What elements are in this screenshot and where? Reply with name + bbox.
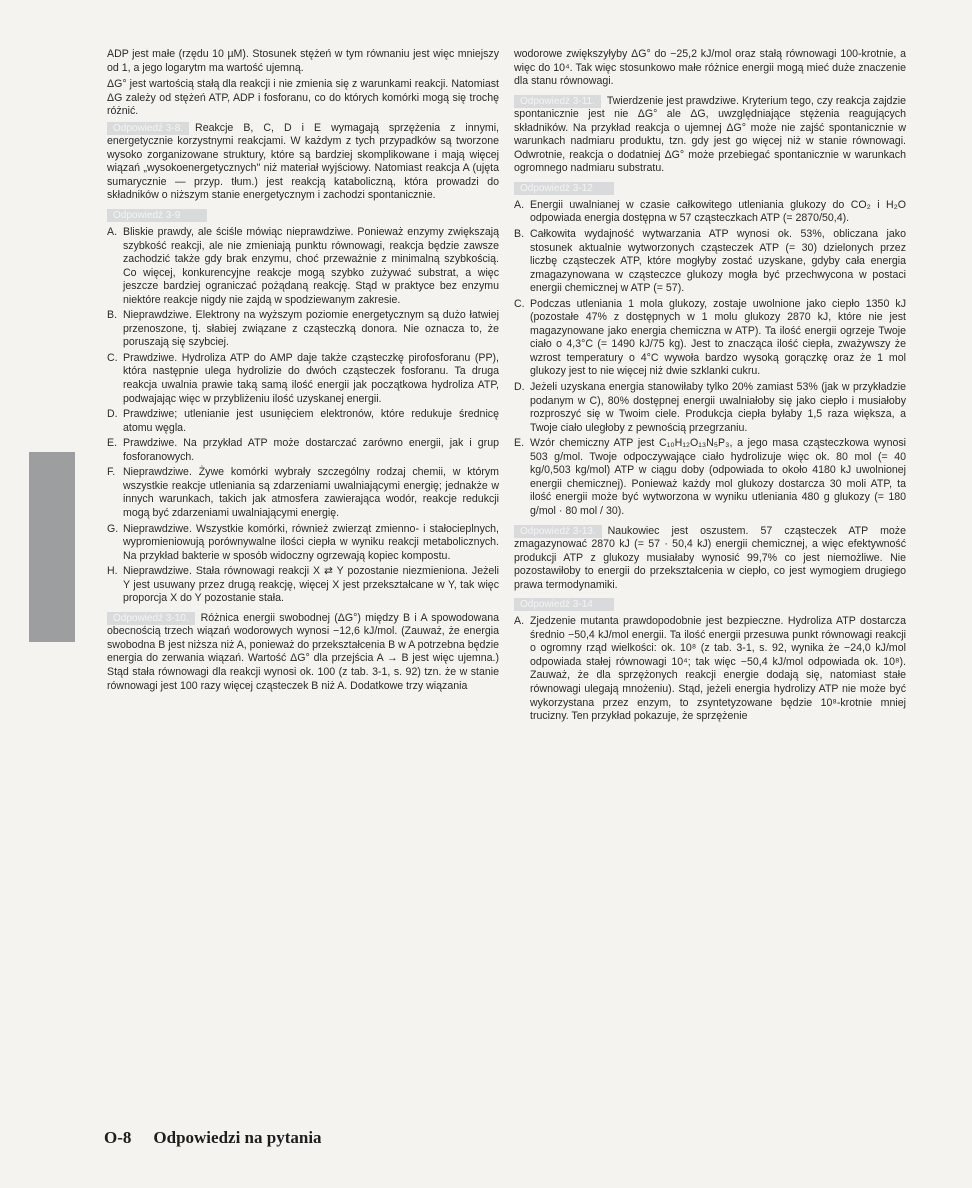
item-text: Podczas utleniania 1 mola glukozy, zostaje uwolnione jako ciepło 1350 kJ (pozostałe 47% z dostępnych w 1 molu glukozy 2870 kJ, które nie jest magazynowane jako energia chemiczna w ATP). Ta ilość energii ogrzeje Twoje ciało o 4,3°C (= 1490 kJ/75 kg). Jest to znacząca ilość ciepła, zważywszy że wzrost temperatury o 4°C wywoła bardzo wysoką gorączkę oraz że 1 mol glukozy jest to nie więcej niż dwie szklanki cukru.	[530, 297, 906, 378]
item-text: Wzór chemiczny ATP jest C₁₀H₁₂O₁₃N₅P₃, a jego masa cząsteczkowa wynosi 503 g/mol. Twoje odpoczywające ciało hydrolizuje więc ok. 80 mol (= 40 kg/0,503 kg/mol) ATP w ciągu doby (odpowiada to około 4180 kJ uwolnionej energii chemicznej). Ponieważ każdy mol glukozy dostarcza 30 moli ATP, ta ilość energii może być wytworzona w wyniku utleniania 480 g glukozy (= 180 g/mol · 80 mol / 30).	[530, 437, 906, 517]
list-item	[514, 437, 906, 518]
answer-3-14-tag: Odpowiedź 3-14	[514, 598, 614, 611]
answer-3-12-list	[514, 199, 906, 519]
left-column	[107, 48, 499, 696]
page-number: O-8	[104, 1128, 132, 1147]
chapter-thumb-tab	[29, 452, 75, 642]
item-text: Nieprawdziwe. Stała równowagi reakcji X ⇄ Y pozostanie niezmieniona. Jeżeli Y jest usuwany przez drugą reakcję, więcej X jest przekształcane w Y, tak więc proporcja X do Y pozostanie stała.	[123, 565, 499, 605]
item-text: Prawdziwe. Hydroliza ATP do AMP daje także cząsteczkę pirofosforanu (PP), która następnie ulega hydrolizie do dwóch cząsteczek fosforanu. Ta druga reakcja uwalnia prawie taką samą ilość energii jak początkowa hydroliza ATP, podwajając więc w przybliżeniu ilość uzyskanej energii.	[123, 351, 499, 405]
item-text: Jeżeli uzyskana energia stanowiłaby tylko 20% zamiast 53% (jak w przykładzie podanym w C), 80% dostępnej energii uwalniałoby się jako ciepło i musiałoby rozproszyć się w Twoim ciele. Produkcja ciepła byłaby 1,5 raza większa, a Twoje ciało uległoby z pewnością przegrzaniu.	[530, 381, 906, 434]
item-letter: F.	[107, 466, 116, 479]
item-letter: B.	[514, 228, 525, 241]
answer-3-10	[107, 612, 499, 693]
answer-3-12-tag: Odpowiedź 3-12	[514, 182, 614, 195]
answer-3-11	[514, 95, 906, 176]
item-text: Nieprawdziwe. Elektrony na wyższym poziomie energetycznym są dużo łatwiej przenoszone, tj. słabiej związane z cząsteczką donora. Nie oznacza to, że poruszają się szybciej.	[123, 309, 499, 349]
item-letter: E.	[107, 437, 118, 450]
list-item	[514, 615, 906, 723]
list-item	[107, 408, 499, 435]
right-column	[514, 48, 906, 726]
intro-paragraph-1: ADP jest małe (rzędu 10 µM). Stosunek stężeń w tym równaniu jest więc mniejszy od 1, a jego logarytm ma wartość ujemną.	[107, 48, 499, 74]
item-text: Nieprawdziwe. Wszystkie komórki, również zwierząt zmienno- i stałocieplnych, wypromieniowują porównywalne ilości ciepła w wyniku reakcji metabolicznych. Na przykład bakterie w sposób widoczny ogrzewają kopiec kompostu.	[123, 522, 499, 562]
answer-3-14-list	[514, 615, 906, 723]
list-item	[107, 523, 499, 564]
item-text: Prawdziwe. Na przykład ATP może dostarczać zarówno energii, jak i grup fosforanowych.	[123, 437, 499, 463]
answer-3-13	[514, 525, 906, 593]
list-item	[514, 199, 906, 226]
list-item	[107, 352, 499, 406]
item-letter: C.	[107, 351, 118, 364]
intro-paragraph-2: ΔG° jest wartością stałą dla reakcji i nie zmienia się z warunkami reakcji. Natomiast ΔG zależy od stężeń ATP, ADP i fosforanu, co do których komórki mogą się trochę różnić.	[107, 78, 499, 118]
answer-3-9-list	[107, 226, 499, 606]
item-letter: D.	[107, 408, 118, 421]
item-letter: A.	[107, 226, 118, 239]
item-letter: D.	[514, 381, 525, 394]
item-text: Bliskie prawdy, ale ściśle mówiąc nieprawdziwe. Ponieważ enzymy zwiększają szybkość reakcji, ale nie zmieniają punktu równowagi, reakcja będzie zawsze zachodzić także gdy brak enzymu, choć przeważnie z minimalną szybkością. Co więcej, konkurencyjne reakcje mogą szybko zużywać substrat, a więc jeszcze bardziej ograniczać pożądaną reakcję. Stąd w praktyce bez enzymu niektóre reakcje nigdy nie zajdą w spodziewanym zakresie.	[123, 226, 499, 306]
item-letter: G.	[107, 522, 119, 535]
item-letter: E.	[514, 437, 525, 450]
footer-title: Odpowiedzi na pytania	[153, 1128, 322, 1147]
list-item	[107, 309, 499, 350]
answer-3-11-tag: Odpowiedź 3-11.	[514, 95, 601, 108]
list-item	[514, 381, 906, 435]
answer-3-13-text: Naukowiec jest oszustem. 57 cząsteczek ATP może zmagazynować 2870 kJ (= 57 · 50,4 kJ) energii chemicznej, a więc efektywność produkcji ATP z glukozy musiałaby wynosić 99,7% co jest niemożliwe. Nie pozostawiłoby to energii do przekształcenia w ciepło, co jest wymogiem drugiego prawa termodynamiki.	[514, 524, 906, 591]
list-item	[107, 466, 499, 520]
answer-3-8-text: Reakcje B, C, D i E wymagają sprzężenia z innymi, energetycznie korzystnymi reakcjami. W każdym z tych przypadków są tworzone wysoko zorganizowane struktury, które są bardziej skomplikowane i mają więcej wiązań „wysokoenergetycznych" niż materiał wyjściowy. Natomiast reakcja A (ujęta sumarycznie — przyp. tłum.) jest reakcją kataboliczną, która prowadzi do składników o niższym stanie energetycznym i zachodzi spontanicznie.	[107, 121, 499, 202]
answer-3-13-tag: Odpowiedź 3-13.	[514, 525, 602, 538]
item-letter: B.	[107, 309, 118, 322]
list-item	[107, 565, 499, 606]
answer-3-11-text: Twierdzenie jest prawdziwe. Kryterium tego, czy reakcja zajdzie spontanicznie jest nie ΔG° ale ΔG, uwzględniające stężenia reagujących składników. Na przykład reakcja o ujemnej ΔG° może nie zajść spontanicznie w warunkach nadmiaru produktu, tzn. gdy jest go więcej niż w stanie równowagi. Odwrotnie, reakcja o dodatniej ΔG° może przebiegać spontanicznie w warunkach ogromnego nadmiaru substratu.	[514, 94, 906, 175]
list-item	[107, 437, 499, 464]
item-text: Nieprawdziwe. Żywe komórki wybrały szczególny rodzaj chemii, w którym wszystkie reakcje utleniania są zdarzeniami uwalniającymi energię; jednakże w innych warunkach, takich jak atmosfera zawierająca wodór, reakcje redukcji mogą być zdarzeniami uwalniającymi energię.	[123, 466, 499, 519]
answer-3-8	[107, 122, 499, 203]
answer-3-9-tag: Odpowiedź 3-9	[107, 209, 207, 222]
answer-3-10-text: Różnica energii swobodnej (ΔG°) między B i A spowodowana obecnością trzech wiązań wodorowych wynosi −12,6 kJ/mol. (Zauważ, że energia swobodna B jest niższa niż A, ponieważ do przekształcenia B w A potrzebna będzie energia do zerwania wiązań. Wartość ΔG° dla przejścia A → B jest więc ujemna.) Stąd stała równowagi dla reakcji wynosi ok. 100 (z tab. 3-1, s. 92) tzn. że w stanie równowagi jest 100 razy więcej cząsteczek B niż A. Dodatkowe trzy wiązania	[107, 611, 499, 692]
page-footer	[104, 1128, 322, 1148]
list-item	[514, 228, 906, 296]
item-text: Zjedzenie mutanta prawdopodobnie jest bezpieczne. Hydroliza ATP dostarcza średnio −50,4 kJ/mol energii. Ta ilość energii przesuwa punkt równowagi reakcji o ogromny rząd wielkości: ok. 10⁸ (z tab. 3-1, s. 92, wynika że −24,0 kJ/mol odpowiada stałej równowagi 10⁴; tak więc −50,4 kJ/mol odpowiada ok. 10⁸). Zauważ, że dla sprzężonych reakcji energie dodają się, natomiast stałe równowagi ulegają mnożeniu). Stąd, jeżeli energia hydrolizy ATP nie może być wykorzystana przez enzym, to zsyntetyzowane będzie 10⁸-krotnie mniej trucizny. Ten przykład pokazuje, że sprzężenie	[530, 615, 906, 723]
answer-3-10-tag: Odpowiedź 3-10.	[107, 612, 195, 625]
item-text: Energii uwalnianej w czasie całkowitego utleniania glukozy do CO₂ i H₂O odpowiada energia dostępna w 57 cząsteczkach ATP (= 2870/50,4).	[530, 198, 906, 225]
item-letter: C.	[514, 297, 525, 310]
item-text: Całkowita wydajność wytwarzania ATP wynosi ok. 53%, obliczana jako stosunek aktualnie wytworzonych cząsteczek ATP (= 30) dzielonych przez liczbę cząsteczek ATP, które mogłyby zostać uzyskane, gdyby cała energia zmagazynowana w cząsteczce glukozy mogła być przechwycona w postaci energii chemicznej w ATP (= 57).	[530, 228, 906, 295]
list-item	[514, 298, 906, 379]
continued-paragraph: wodorowe zwiększyłyby ΔG° do −25,2 kJ/mol oraz stałą równowagi 100-krotnie, a więc do 10⁴. Tak więc stosunkowo małe różnice energii mogą mieć duże znaczenie dla stanu równowagi.	[514, 48, 906, 88]
list-item	[107, 226, 499, 307]
item-text: Prawdziwe; utlenianie jest usunięciem elektronów, które redukuje średnicę atomu węgla.	[123, 408, 499, 434]
answer-3-8-tag: Odpowiedź 3-8.	[107, 122, 189, 135]
item-letter: A.	[514, 615, 525, 628]
item-letter: A.	[514, 198, 525, 211]
item-letter: H.	[107, 565, 118, 578]
